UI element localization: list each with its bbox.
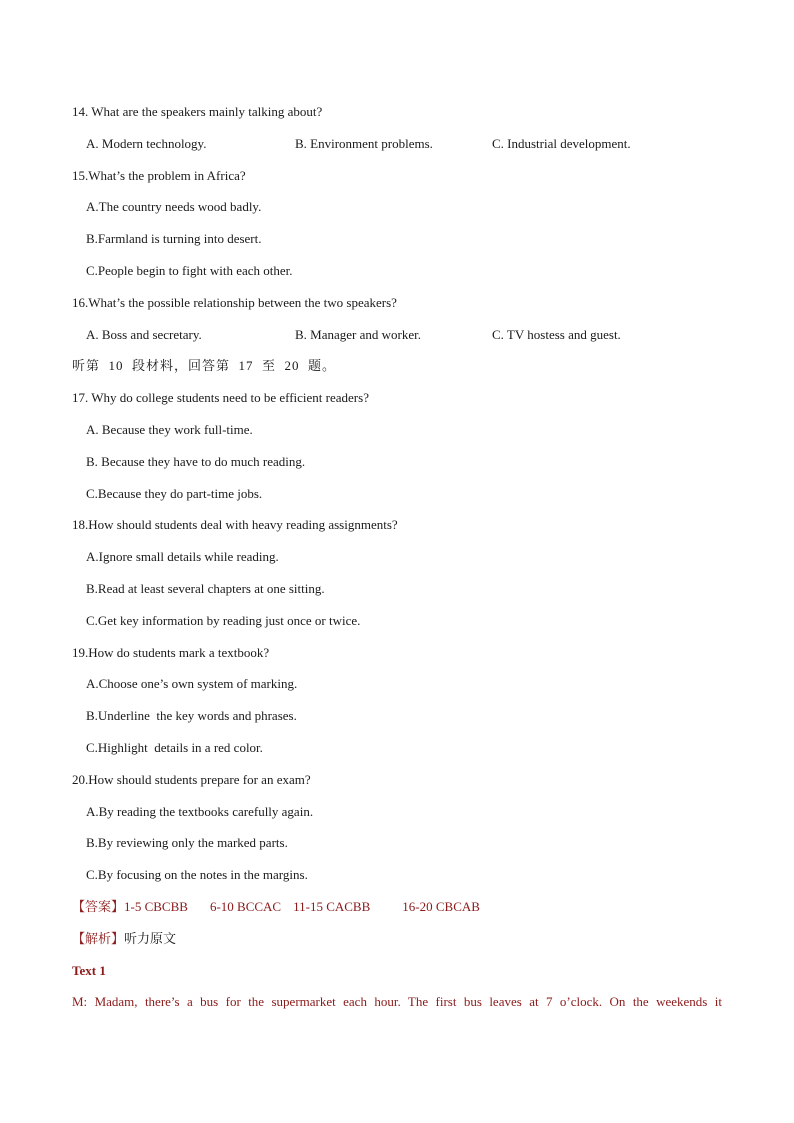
option-c: C. TV hostess and guest. — [492, 326, 621, 342]
document-page — [72, 96, 722, 1018]
question-14-options — [72, 128, 722, 160]
option-a: A. Modern technology. — [86, 135, 207, 151]
option-c: C.By focusing on the notes in the margins. — [86, 867, 308, 883]
option-c: C.Because they do part-time jobs. — [86, 485, 263, 501]
option-b: B.By reviewing only the marked parts. — [86, 835, 288, 851]
answer-group: 6-10 BCCAC — [209, 898, 282, 914]
answer-group: 16-20 CBCAB — [402, 898, 480, 914]
option-a: A.The country needs wood badly. — [86, 199, 262, 215]
option-b: B.Farmland is turning into desert. — [86, 231, 262, 247]
answer-group: 11-15 CACBB — [293, 898, 371, 914]
question-19: 19.How do students mark a textbook? — [72, 644, 270, 660]
option-b: B. Because they have to do much reading. — [86, 453, 306, 469]
question-16: 16.What’s the possible relationship between the two speakers? — [72, 294, 397, 310]
option-b: B.Read at least several chapters at one sitting. — [86, 580, 325, 596]
question-17: 17. Why do college students need to be efficient readers? — [72, 390, 369, 406]
text-1-transcript: M: Madam, there’s a bus for the supermarket each hour. The first bus leaves at 7 o’clock. On the weekends it — [72, 994, 722, 1010]
option-c: C.People begin to fight with each other. — [86, 262, 293, 278]
option-c: C. Industrial development. — [492, 135, 631, 151]
analysis-label: 【解析】 — [72, 930, 125, 946]
answer-key — [72, 891, 722, 923]
option-a: A. Because they work full-time. — [86, 421, 253, 437]
option-a: A.Ignore small details while reading. — [86, 549, 279, 565]
option-b: B. Environment problems. — [295, 135, 433, 151]
answer-label: 【答案】 — [72, 898, 125, 914]
option-c: C.Get key information by reading just once or twice. — [86, 612, 361, 628]
analysis-line — [72, 923, 722, 955]
analysis-text: 听力原文 — [124, 930, 177, 946]
question-15: 15.What’s the problem in Africa? — [72, 167, 246, 183]
section-instruction: 听第 10 段材料，回答第 17 至 20 题。 — [72, 358, 337, 374]
question-20: 20.How should students prepare for an exam? — [72, 771, 311, 787]
option-c: C.Highlight details in a red color. — [86, 739, 263, 755]
text-1-heading: Text 1 — [72, 962, 106, 978]
question-16-options — [72, 319, 722, 351]
question-14: 14. What are the speakers mainly talking about? — [72, 104, 323, 119]
option-a: A.Choose one’s own system of marking. — [86, 676, 298, 692]
option-b: B.Underline the key words and phrases. — [86, 708, 297, 724]
question-18: 18.How should students deal with heavy reading assignments? — [72, 517, 398, 533]
option-a: A. Boss and secretary. — [86, 326, 202, 342]
option-a: A.By reading the textbooks carefully again. — [86, 803, 314, 819]
option-b: B. Manager and worker. — [295, 326, 421, 342]
answer-group: 1-5 CBCBB — [124, 898, 188, 914]
